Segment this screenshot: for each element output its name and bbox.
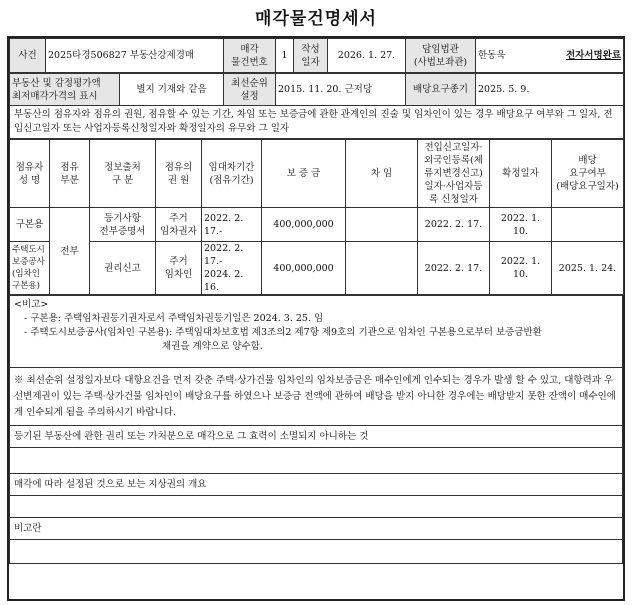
remarks-line-1: - 구본용: 주택임차권등기권자로서 주택임차권등기일은 2024. 3. 25. 임 [24, 313, 324, 324]
judge-label: 담임법관 (사법보좌관) [406, 39, 476, 73]
col-dividend: 배당 요구여부 (배당요구일자) [552, 140, 624, 208]
col-period: 임대차기간 (점유기간) [202, 140, 262, 208]
item-no-label: 매각 물건번호 [224, 39, 276, 73]
row2-moving-in: 2022. 2. 17. [418, 242, 490, 295]
row1-moving-in: 2022. 2. 17. [418, 208, 490, 242]
remarks-line-2: - 주택도시보증공사(임차인 구본용): 주택임대차보호법 제3조의2 제7항 제9호의 기관으로 임차인 구본용으로부터 보증금반환 [24, 327, 542, 338]
row1-rent [346, 208, 418, 242]
priority-label: 최선순위 설정 [224, 74, 276, 106]
row2-dividend: 2025. 1. 24. [552, 242, 624, 295]
occupant-table [9, 139, 624, 295]
col-fixed-date: 확정일자 [490, 140, 552, 208]
row1-period: 2022. 2. 17.- [202, 208, 262, 242]
section-remarks: 비고란 [10, 518, 623, 540]
table-row [10, 242, 624, 295]
section-superficies: 매각에 따라 설정된 것으로 보는 지상권의 개요 [10, 474, 623, 496]
date-value: 2026. 1. 27. [328, 39, 406, 73]
section-superficies-body [10, 496, 623, 518]
row1-occupant: 구본용 [10, 208, 50, 242]
remarks-line-3: 채권을 계약으로 양수함. [162, 341, 263, 352]
col-deposit: 보 증 금 [262, 140, 346, 208]
row2-rent [346, 242, 418, 295]
col-rent: 차 임 [346, 140, 418, 208]
row1-source: 등기사항 전부증명서 [90, 208, 156, 242]
row2-right: 주거 임차인 [156, 242, 202, 295]
row2-period: 2022. 2. 17.- 2024. 2. 16. [202, 242, 262, 295]
row1-deposit: 400,000,000 [262, 208, 346, 242]
warning-text: ※ 최선순위 설정일자보다 대항요건을 먼저 갖춘 주택·상가건물 임차인의 임차보증금은 매수인에게 인수되는 경우가 발생 할 수 있고, 대항력과 우선변제권이 있는 주택·상가건물 임차인이 배당요구를 하였으나 보증금 전액에 관하여 배당을 받지 아니한 경우에는 배당받지 못한 잔액이 매수인에게 인수되게 됨을 주의하시기 바랍니다. [10, 368, 623, 426]
priority-value: 2015. 11. 20. 근저당 [276, 74, 406, 106]
property-value: 별지 기재와 같음 [120, 74, 224, 106]
occupancy-description: 부동산의 점유자와 점유의 권원, 점유할 수 있는 기간, 차임 또는 보증금에 관한 관계인의 진술 및 임차인이 있는 경우 배당요구 여부와 그 일자, 전입신고일자 또는 사업자등록신청일자와 확정일자의 유무와 그 일자 [10, 106, 624, 139]
judge-name: 한동욱 [478, 50, 506, 61]
notes-table [9, 295, 623, 564]
date-label: 작성 일자 [294, 39, 328, 73]
property-table [9, 73, 624, 139]
property-label: 부동산 및 감정평가액 최저매각가격의 표시 [10, 74, 120, 106]
section-unextinguished-rights-body [10, 448, 623, 474]
row2-deposit: 400,000,000 [262, 242, 346, 295]
header-table [9, 38, 624, 73]
section-unextinguished-rights: 등기된 부동산에 관한 권리 또는 가처분으로 매각으로 그 효력이 소멸되지 아니하는 것 [10, 426, 623, 448]
judge-cell [476, 39, 624, 73]
table-row [10, 208, 624, 242]
row1-fixed-date: 2022. 1. 10. [490, 208, 552, 242]
document-frame [7, 36, 625, 601]
deadline-value: 2025. 5. 9. [476, 74, 624, 106]
item-no-value: 1 [276, 39, 294, 73]
case-label: 사건 [10, 39, 46, 73]
deadline-label: 배당요구종기 [406, 74, 476, 106]
col-right: 점유의 권 원 [156, 140, 202, 208]
col-part: 점유 부분 [50, 140, 90, 208]
remarks-label: <비고> [14, 299, 49, 310]
page-title: 매각물건명세서 [255, 9, 377, 29]
row1-right: 주거 임차권자 [156, 208, 202, 242]
col-source: 정보출처 구 분 [90, 140, 156, 208]
col-moving-in: 전입신고일자· 외국인등록(체 류지변경신고) 일자·사업자등 록 신청일자 [418, 140, 490, 208]
col-occupant: 점유자 성 명 [10, 140, 50, 208]
row2-occupant: 주택도시 보증공사 (임차인 구본용) [10, 242, 50, 295]
row1-dividend [552, 208, 624, 242]
row2-source: 권리신고 [90, 242, 156, 295]
remarks-cell [10, 296, 623, 368]
e-signature-stamp: 전자서명완료 [565, 50, 621, 61]
row2-fixed-date: 2022. 1. 10. [490, 242, 552, 295]
case-value: 2025타경506827 부동산강제경매 [46, 39, 224, 73]
shared-part: 전부 [50, 208, 90, 295]
section-remarks-body [10, 540, 623, 564]
